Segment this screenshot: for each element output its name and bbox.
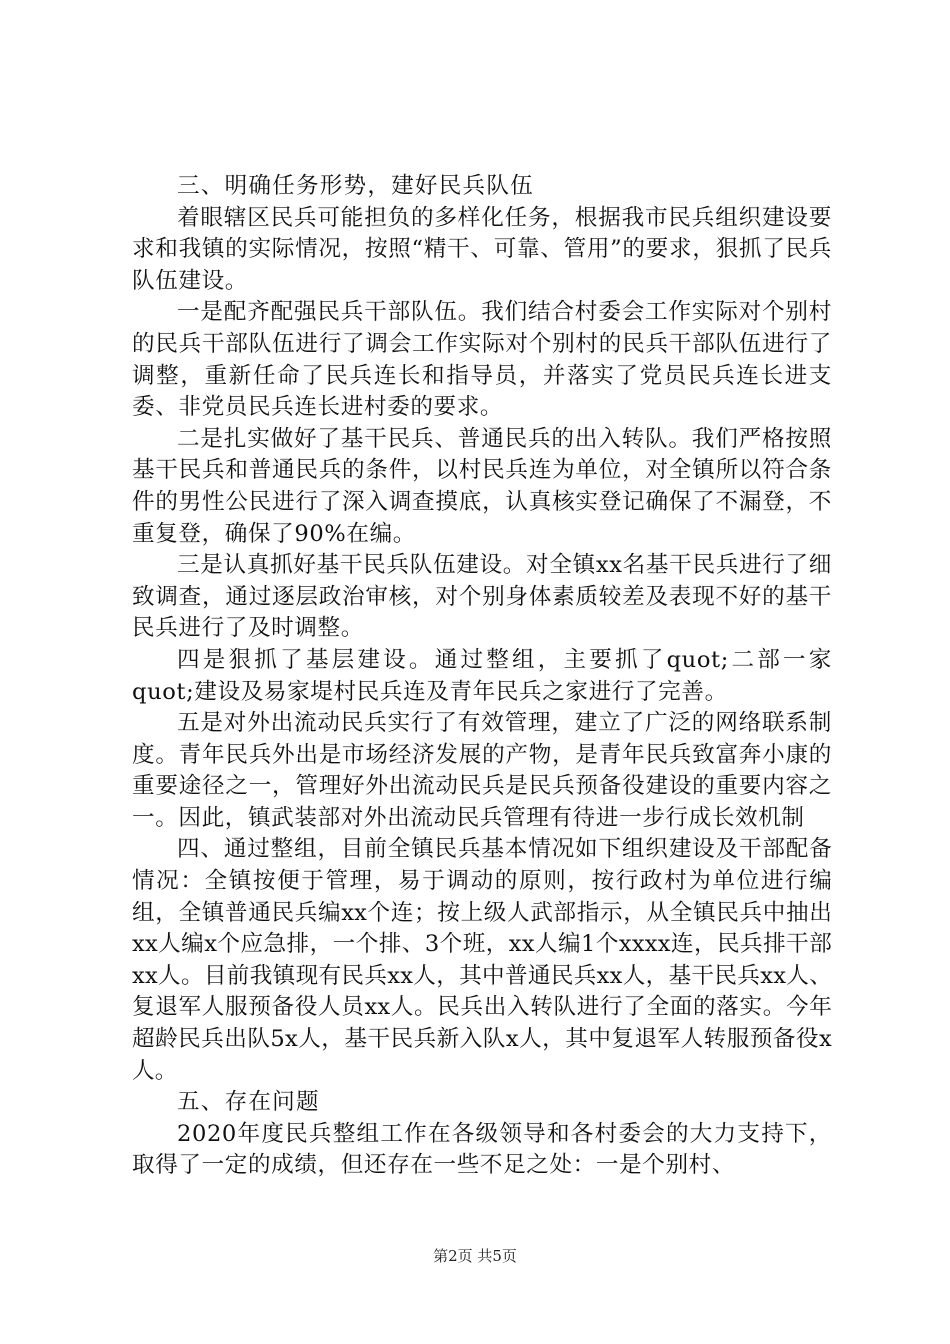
paragraph-intro: 着眼辖区民兵可能担负的多样化任务，根据我市民兵组织建设要求和我镇的实际情况，按照“精干、可靠、管用”的要求，狠抓了民兵队伍建设。 [132, 204, 832, 294]
page-footer: 第2页 共5页 [433, 1247, 517, 1265]
paragraph-item-3: 三是认真抓好基干民兵队伍建设。对全镇xx名基干民兵进行了细致调查，通过逐层政治审核，对个别身体素质较差及表现不好的基干民兵进行了及时调整。 [132, 552, 832, 642]
paragraph-problems: 2020年度民兵整组工作在各级领导和各村委会的大力支持下，取得了一定的成绩，但还存在一些不足之处：一是个别村、 [132, 1120, 832, 1179]
paragraph-item-5: 五是对外出流动民兵实行了有效管理，建立了广泛的网络联系制度。青年民兵外出是市场经济发展的产物，是青年民兵致富奔小康的重要途径之一，管理好外出流动民兵是民兵预备役建设的重要内容之一。因此，镇武装部对外出流动民兵管理有待进一步行成长效机制 [132, 710, 832, 831]
paragraph-item-4: 四是狠抓了基层建设。通过整组，主要抓了quot;二部一家quot;建设及易家堤村民兵连及青年民兵之家进行了完善。 [132, 646, 832, 705]
section-heading-5: 五、存在问题 [177, 1089, 320, 1116]
paragraph-item-2: 二是扎实做好了基干民兵、普通民兵的出入转队。我们严格按照基干民兵和普通民兵的条件，以村民兵连为单位，对全镇所以符合条件的男性公民进行了深入调查摸底，认真核实登记确保了不漏登，不重复登，确保了90%在编。 [132, 425, 832, 547]
paragraph-item-1: 一是配齐配强民兵干部队伍。我们结合村委会工作实际对个别村的民兵干部队伍进行了调会工作实际对个别村的民兵干部队伍进行了调整，重新任命了民兵连长和指导员，并落实了党员民兵连长进支委、非党员民兵连长进村委的要求。 [132, 299, 832, 421]
section-heading-3: 三、明确任务形势，建好民兵队伍 [177, 173, 534, 199]
document-body [132, 171, 832, 1182]
section-paragraph-4: 四、通过整组，目前全镇民兵基本情况如下组织建设及干部配备情况：全镇按便于管理，易于调动的原则，按行政村为单位进行编组，全镇普通民兵编xx个连；按上级人武部指示，从全镇民兵中抽出xx人编x个应急排，一个排、3个班，xx人编1个xxxx连，民兵排干部xx人。目前我镇现有民兵xx人，其中普通民兵xx人，基干民兵xx人、复退军人服预备役人员xx人。民兵出入转队进行了全面的落实。今年超龄民兵出队5x人，基干民兵新入队x人，其中复退军人转服预备役x人。 [132, 836, 832, 1084]
